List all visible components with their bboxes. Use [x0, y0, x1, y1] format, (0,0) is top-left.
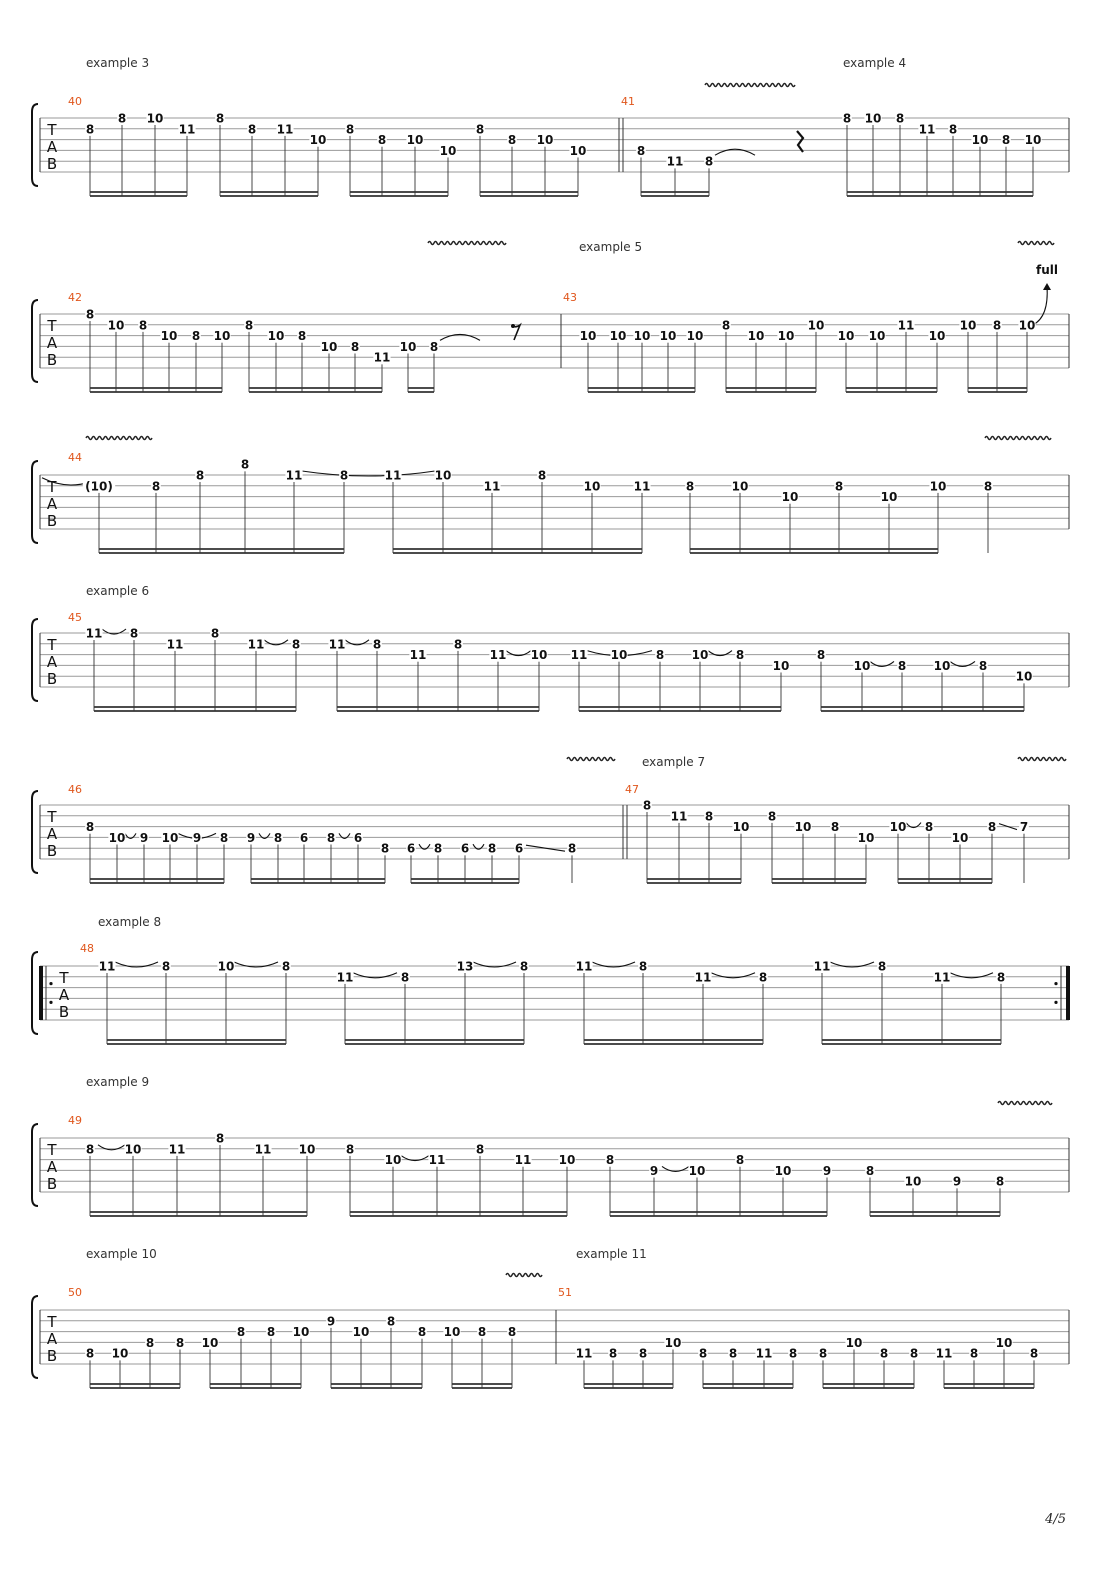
- fret-number: 10: [579, 329, 597, 344]
- fret-number: 8: [519, 959, 529, 974]
- fret-number: 8: [987, 820, 997, 835]
- fret-number: 8: [195, 468, 205, 483]
- system-bracket: [32, 104, 38, 186]
- fret-number: 11: [98, 959, 116, 974]
- fret-number: 10: [111, 1346, 129, 1361]
- fret-number: 10: [971, 133, 989, 148]
- fret-number: 10: [731, 479, 749, 494]
- example-label: example 5: [579, 240, 643, 254]
- fret-number: 11: [575, 1346, 593, 1361]
- fret-number: 11: [254, 1142, 272, 1157]
- fret-number: 8: [291, 637, 301, 652]
- fret-number: 8: [834, 479, 844, 494]
- tab-clef-letter: T: [47, 120, 57, 139]
- fret-number: (10): [85, 479, 113, 494]
- fret-number: 8: [85, 122, 95, 137]
- fret-number: 8: [429, 339, 439, 354]
- measure-number: 49: [68, 1114, 82, 1127]
- example-label: example 9: [86, 1075, 150, 1089]
- measure-number: 43: [563, 291, 577, 304]
- fret-number: 8: [487, 841, 497, 856]
- fret-number: 8: [735, 648, 745, 663]
- fret-number: 8: [297, 329, 307, 344]
- fret-number: 10: [772, 658, 790, 673]
- fret-number: 8: [978, 658, 988, 673]
- fret-number: 10: [161, 830, 179, 845]
- fret-number: 8: [219, 830, 229, 845]
- bend-label: full: [1036, 263, 1058, 277]
- fret-number: 10: [659, 329, 677, 344]
- fret-number: 10: [583, 479, 601, 494]
- fret-number: 6: [460, 841, 470, 856]
- fret-number: 10: [384, 1153, 402, 1168]
- fret-number: 10: [124, 1142, 142, 1157]
- tab-clef-letter: T: [47, 316, 57, 335]
- fret-number: 6: [514, 841, 524, 856]
- fret-number: 10: [443, 1325, 461, 1340]
- fret-number: 10: [691, 648, 709, 663]
- system-bracket: [32, 619, 38, 701]
- fret-number: 10: [688, 1163, 706, 1178]
- vibrato-icon: [1018, 758, 1066, 761]
- measure-number: 45: [68, 611, 82, 624]
- fret-number: 11: [755, 1346, 773, 1361]
- fret-number: 9: [246, 830, 256, 845]
- fret-number: 11: [666, 154, 684, 169]
- tab-clef-letter: A: [46, 652, 58, 671]
- repeat-dot: [49, 1001, 52, 1004]
- fret-number: 10: [959, 318, 977, 333]
- fret-number: 8: [507, 1325, 517, 1340]
- fret-number: 8: [969, 1346, 979, 1361]
- fret-number: 8: [85, 1142, 95, 1157]
- fret-number: 8: [372, 637, 382, 652]
- fret-number: 8: [909, 1346, 919, 1361]
- fret-number: 6: [299, 830, 309, 845]
- fret-number: 9: [822, 1163, 832, 1178]
- fret-number: 11: [384, 468, 402, 483]
- fret-number: 10: [951, 830, 969, 845]
- fret-number: 10: [845, 1335, 863, 1350]
- system-bracket: [32, 1124, 38, 1206]
- fret-number: 8: [240, 457, 250, 472]
- fret-number: 7: [1019, 820, 1029, 835]
- fret-number: 8: [151, 479, 161, 494]
- fret-number: 8: [636, 143, 646, 158]
- fret-number: 11: [247, 637, 265, 652]
- fret-number: 10: [530, 648, 548, 663]
- fret-number: 9: [326, 1314, 336, 1329]
- repeat-end-thick: [1066, 966, 1070, 1020]
- fret-number: 8: [244, 318, 254, 333]
- fret-number: 10: [837, 329, 855, 344]
- fret-number: 8: [380, 841, 390, 856]
- fret-number: 11: [633, 479, 651, 494]
- fret-number: 8: [704, 809, 714, 824]
- tab-clef-letter: A: [46, 1329, 58, 1348]
- tab-clef-letter: T: [47, 477, 57, 496]
- fret-number: 8: [350, 339, 360, 354]
- fret-number: 11: [168, 1142, 186, 1157]
- fret-number: 9: [139, 830, 149, 845]
- measure-number: 50: [68, 1286, 82, 1299]
- fret-number: 8: [608, 1346, 618, 1361]
- tab-clef-letter: A: [46, 824, 58, 843]
- fret-number: 8: [345, 1142, 355, 1157]
- tab-clef-letter: T: [47, 1140, 57, 1159]
- fret-number: 10: [853, 658, 871, 673]
- fret-number: 8: [191, 329, 201, 344]
- fret-number: 8: [948, 122, 958, 137]
- fret-number: 10: [1018, 318, 1036, 333]
- fret-number: 10: [794, 820, 812, 835]
- fret-number: 8: [281, 959, 291, 974]
- fret-number: 10: [732, 820, 750, 835]
- fret-number: 10: [868, 329, 886, 344]
- measure-number: 44: [68, 451, 82, 464]
- tab-clef-letter: B: [46, 154, 58, 173]
- fret-number: 8: [85, 307, 95, 322]
- fret-number: 8: [1001, 133, 1011, 148]
- vibrato-icon: [428, 242, 506, 245]
- fret-number: 8: [567, 841, 577, 856]
- fret-number: 11: [166, 637, 184, 652]
- fret-number: 6: [353, 830, 363, 845]
- fret-number: 8: [830, 820, 840, 835]
- fret-number: 10: [664, 1335, 682, 1350]
- repeat-start-thick: [39, 966, 43, 1020]
- fret-number: 10: [160, 329, 178, 344]
- fret-number: 8: [655, 648, 665, 663]
- fret-number: 11: [285, 468, 303, 483]
- fret-number: 11: [935, 1346, 953, 1361]
- tab-clef-letter: T: [59, 968, 69, 987]
- tab-clef-letter: B: [46, 1346, 58, 1365]
- example-label: example 8: [98, 915, 162, 929]
- tab-clef-letter: B: [46, 511, 58, 530]
- tab-clef-letter: A: [46, 333, 58, 352]
- fret-number: 10: [1024, 133, 1042, 148]
- fret-number: 10: [864, 111, 882, 126]
- bend-arrow-icon: [1043, 283, 1051, 290]
- fret-number: 8: [175, 1335, 185, 1350]
- fret-number: 8: [865, 1163, 875, 1178]
- example-label: example 10: [86, 1247, 157, 1261]
- fret-number: 8: [386, 1314, 396, 1329]
- fret-number: 9: [192, 830, 202, 845]
- fret-number: 8: [638, 959, 648, 974]
- fret-number: 8: [377, 133, 387, 148]
- fret-number: 8: [698, 1346, 708, 1361]
- system-bracket: [32, 791, 38, 873]
- measure-number: 47: [625, 783, 639, 796]
- fret-number: 10: [108, 830, 126, 845]
- fret-number: 10: [929, 479, 947, 494]
- fret-number: 8: [507, 133, 517, 148]
- fret-number: 11: [336, 970, 354, 985]
- fret-number: 8: [400, 970, 410, 985]
- tab-clef-letter: A: [46, 1157, 58, 1176]
- fret-number: 11: [428, 1153, 446, 1168]
- fret-number: 10: [880, 490, 898, 505]
- system-bracket: [32, 461, 38, 543]
- fret-number: 8: [210, 626, 220, 641]
- fret-number: 10: [399, 339, 417, 354]
- fret-number: 8: [992, 318, 1002, 333]
- repeat-dot: [49, 982, 52, 985]
- fret-number: 10: [928, 329, 946, 344]
- fret-number: 8: [735, 1153, 745, 1168]
- fret-number: 11: [328, 637, 346, 652]
- fret-number: 8: [877, 959, 887, 974]
- measure-number: 48: [80, 942, 94, 955]
- fret-number: 8: [605, 1153, 615, 1168]
- fret-number: 8: [842, 111, 852, 126]
- vibrato-icon: [985, 437, 1051, 440]
- vibrato-icon: [506, 1274, 542, 1277]
- fret-number: 10: [781, 490, 799, 505]
- fret-number: 10: [352, 1325, 370, 1340]
- fret-number: 8: [995, 1174, 1005, 1189]
- fret-number: 8: [475, 1142, 485, 1157]
- fret-number: 11: [409, 648, 427, 663]
- fret-number: 8: [788, 1346, 798, 1361]
- fret-number: 10: [889, 820, 907, 835]
- fret-number: 10: [292, 1325, 310, 1340]
- system-bracket: [32, 300, 38, 382]
- fret-number: 10: [857, 830, 875, 845]
- fret-number: 10: [904, 1174, 922, 1189]
- measure-number: 40: [68, 95, 82, 108]
- tab-clef-letter: B: [46, 1174, 58, 1193]
- fret-number: 11: [570, 648, 588, 663]
- measure-number: 46: [68, 783, 82, 796]
- fret-number: 8: [475, 122, 485, 137]
- fret-number: 11: [813, 959, 831, 974]
- measure-number: 51: [558, 1286, 572, 1299]
- fret-number: 11: [897, 318, 915, 333]
- fret-number: 11: [178, 122, 196, 137]
- fret-number: 8: [117, 111, 127, 126]
- fret-number: 10: [320, 339, 338, 354]
- fret-number: 8: [642, 798, 652, 813]
- example-label: example 4: [843, 56, 907, 70]
- fret-number: 10: [536, 133, 554, 148]
- fret-number: 10: [309, 133, 327, 148]
- tab-clef-letter: B: [46, 350, 58, 369]
- fret-number: 10: [633, 329, 651, 344]
- fret-number: 8: [215, 1131, 225, 1146]
- fret-number: 8: [273, 830, 283, 845]
- fret-number: 8: [704, 154, 714, 169]
- fret-number: 8: [1029, 1346, 1039, 1361]
- example-label: example 6: [86, 584, 150, 598]
- tab-clef-letter: B: [46, 841, 58, 860]
- fret-number: 8: [537, 468, 547, 483]
- fret-number: 11: [373, 350, 391, 365]
- fret-number: 11: [670, 809, 688, 824]
- fret-number: 8: [85, 820, 95, 835]
- fret-number: 9: [952, 1174, 962, 1189]
- fret-number: 8: [266, 1325, 276, 1340]
- fret-number: 11: [918, 122, 936, 137]
- example-label: example 7: [642, 755, 706, 769]
- fret-number: 8: [433, 841, 443, 856]
- fret-number: 10: [146, 111, 164, 126]
- tab-clef-letter: T: [47, 807, 57, 826]
- fret-number: 8: [728, 1346, 738, 1361]
- fret-number: 8: [879, 1346, 889, 1361]
- fret-number: 8: [758, 970, 768, 985]
- vibrato-icon: [998, 1102, 1052, 1105]
- fret-number: 11: [483, 479, 501, 494]
- fret-number: 8: [145, 1335, 155, 1350]
- fret-number: 8: [417, 1325, 427, 1340]
- fret-number: 11: [694, 970, 712, 985]
- fret-number: 8: [129, 626, 139, 641]
- measure-number: 42: [68, 291, 82, 304]
- fret-number: 8: [895, 111, 905, 126]
- tab-clef-letter: T: [47, 1312, 57, 1331]
- fret-number: 8: [638, 1346, 648, 1361]
- fret-number: 11: [575, 959, 593, 974]
- tab-clef-letter: A: [46, 494, 58, 513]
- fret-number: 10: [609, 329, 627, 344]
- fret-number: 6: [406, 841, 416, 856]
- repeat-dot: [1054, 1001, 1057, 1004]
- page-number: 4/5: [1045, 1512, 1066, 1527]
- fret-number: 10: [774, 1163, 792, 1178]
- fret-number: 11: [933, 970, 951, 985]
- fret-number: 8: [326, 830, 336, 845]
- fret-number: 10: [558, 1153, 576, 1168]
- example-label: example 11: [576, 1247, 647, 1261]
- fret-number: 10: [434, 468, 452, 483]
- fret-number: 8: [339, 468, 349, 483]
- fret-number: 10: [933, 658, 951, 673]
- fret-number: 10: [213, 329, 231, 344]
- fret-number: 10: [298, 1142, 316, 1157]
- fret-number: 10: [569, 143, 587, 158]
- fret-number: 8: [685, 479, 695, 494]
- vibrato-icon: [1018, 242, 1054, 245]
- vibrato-icon: [567, 758, 615, 761]
- fret-number: 8: [236, 1325, 246, 1340]
- fret-number: 11: [276, 122, 294, 137]
- fret-number: 8: [215, 111, 225, 126]
- tab-clef-letter: T: [47, 635, 57, 654]
- fret-number: 8: [996, 970, 1006, 985]
- fret-number: 10: [995, 1335, 1013, 1350]
- fret-number: 8: [453, 637, 463, 652]
- fret-number: 8: [138, 318, 148, 333]
- fret-number: 8: [767, 809, 777, 824]
- fret-number: 10: [686, 329, 704, 344]
- fret-number: 9: [649, 1163, 659, 1178]
- fret-number: 8: [924, 820, 934, 835]
- fret-number: 8: [897, 658, 907, 673]
- eighth-rest-dot: [511, 324, 515, 328]
- quarter-rest-icon: [797, 131, 803, 152]
- fret-number: 10: [610, 648, 628, 663]
- tab-clef-letter: A: [58, 985, 70, 1004]
- vibrato-icon: [86, 437, 152, 440]
- fret-number: 10: [267, 329, 285, 344]
- fret-number: 8: [818, 1346, 828, 1361]
- system-bracket: [32, 1296, 38, 1378]
- fret-number: 10: [807, 318, 825, 333]
- repeat-dot: [1054, 982, 1057, 985]
- fret-number: 10: [107, 318, 125, 333]
- fret-number: 10: [777, 329, 795, 344]
- fret-number: 10: [406, 133, 424, 148]
- tab-clef-letter: B: [58, 1002, 70, 1021]
- fret-number: 8: [721, 318, 731, 333]
- tab-clef-letter: A: [46, 137, 58, 156]
- fret-number: 8: [983, 479, 993, 494]
- vibrato-icon: [705, 84, 795, 87]
- fret-number: 8: [345, 122, 355, 137]
- system-bracket: [32, 952, 38, 1034]
- fret-number: 13: [456, 959, 474, 974]
- fret-number: 8: [477, 1325, 487, 1340]
- fret-number: 10: [201, 1335, 219, 1350]
- fret-number: 11: [85, 626, 103, 641]
- tab-clef-letter: B: [46, 669, 58, 688]
- fret-number: 8: [816, 648, 826, 663]
- example-label: example 3: [86, 56, 150, 70]
- fret-number: 11: [514, 1153, 532, 1168]
- measure-number: 41: [621, 95, 635, 108]
- fret-number: 10: [439, 143, 457, 158]
- fret-number: 8: [85, 1346, 95, 1361]
- fret-number: 8: [247, 122, 257, 137]
- fret-number: 10: [1015, 669, 1033, 684]
- fret-number: 11: [489, 648, 507, 663]
- fret-number: 10: [217, 959, 235, 974]
- fret-number: 8: [161, 959, 171, 974]
- fret-number: 10: [747, 329, 765, 344]
